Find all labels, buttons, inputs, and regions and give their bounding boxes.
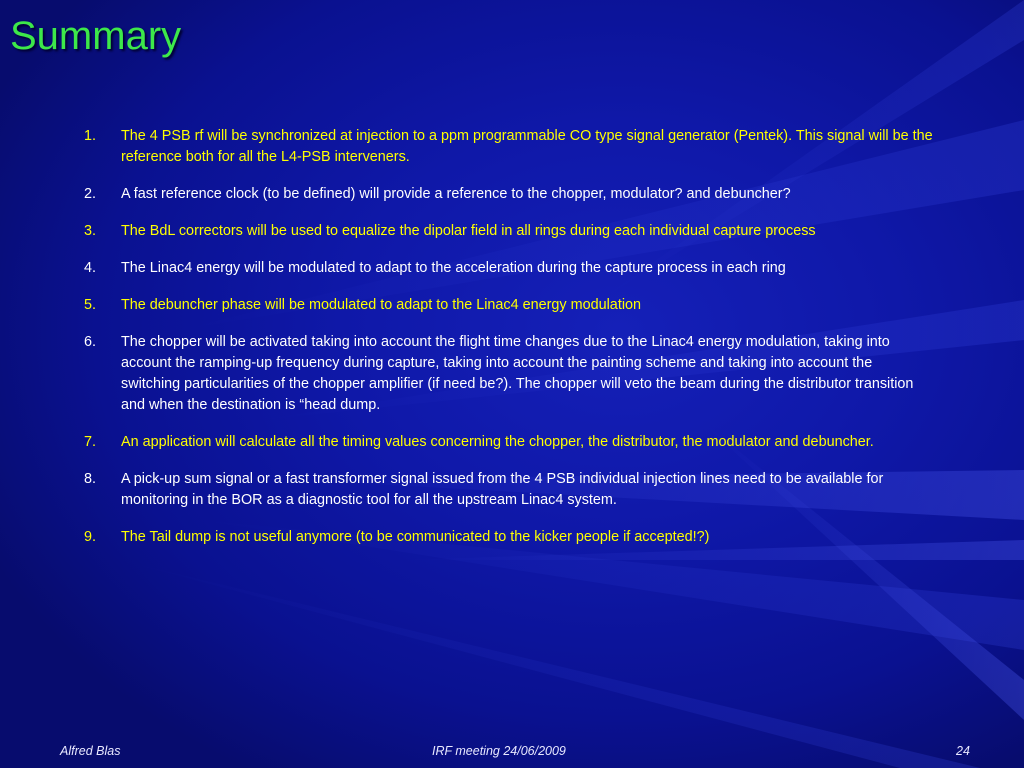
list-item xyxy=(84,527,934,548)
footer-event: IRF meeting 24/06/2009 xyxy=(432,744,566,758)
list-item-number: 7. xyxy=(84,434,97,450)
list-item-number: 4. xyxy=(84,260,97,276)
list-item-number: 8. xyxy=(84,471,97,487)
list-item-text: The debuncher phase will be modulated to adapt to the Linac4 energy modulation xyxy=(121,297,642,313)
list-item xyxy=(84,258,934,279)
summary-list xyxy=(84,126,934,564)
list-item-text: A pick-up sum signal or a fast transformer signal issued from the 4 PSB individual injection lines need to be available for monitoring in the BOR as a diagnostic tool for all the upstream Linac4 system. xyxy=(121,471,884,508)
list-item-text: The 4 PSB rf will be synchronized at injection to a ppm programmable CO type signal generator (Pentek). This signal will be the reference both for all the L4-PSB interveners. xyxy=(121,128,933,165)
list-item-number: 9. xyxy=(84,529,97,545)
list-item xyxy=(84,469,934,511)
footer-page-number: 24 xyxy=(956,744,970,758)
list-item xyxy=(84,126,934,168)
list-item xyxy=(84,332,934,416)
slide-title: Summary xyxy=(10,14,182,58)
list-item-text: A fast reference clock (to be defined) will provide a reference to the chopper, modulator? and debuncher? xyxy=(121,186,791,202)
list-item-number: 6. xyxy=(84,334,97,350)
footer-author: Alfred Blas xyxy=(60,744,121,758)
list-item-text: The Tail dump is not useful anymore (to be communicated to the kicker people if accepted!?) xyxy=(121,529,710,545)
list-item xyxy=(84,432,934,453)
list-item xyxy=(84,184,934,205)
list-item-text: An application will calculate all the timing values concerning the chopper, the distributor, the modulator and debuncher. xyxy=(121,434,874,450)
list-item-text: The Linac4 energy will be modulated to adapt to the acceleration during the capture process in each ring xyxy=(121,260,786,276)
list-item-number: 3. xyxy=(84,223,97,239)
list-item-text: The BdL correctors will be used to equalize the dipolar field in all rings during each individual capture process xyxy=(121,223,816,239)
list-item-number: 2. xyxy=(84,186,97,202)
list-item xyxy=(84,295,934,316)
list-item xyxy=(84,221,934,242)
list-item-number: 1. xyxy=(84,128,97,144)
list-item-number: 5. xyxy=(84,297,97,313)
list-item-text: The chopper will be activated taking into account the flight time changes due to the Linac4 energy modulation, taking into account the ramping-up frequency during capture, taking into account the painting scheme and taking into account the switching particularities of the chopper amplifier (if need be?). The chopper will veto the beam during the distributor transition and when the destination is “head dump. xyxy=(121,334,914,413)
